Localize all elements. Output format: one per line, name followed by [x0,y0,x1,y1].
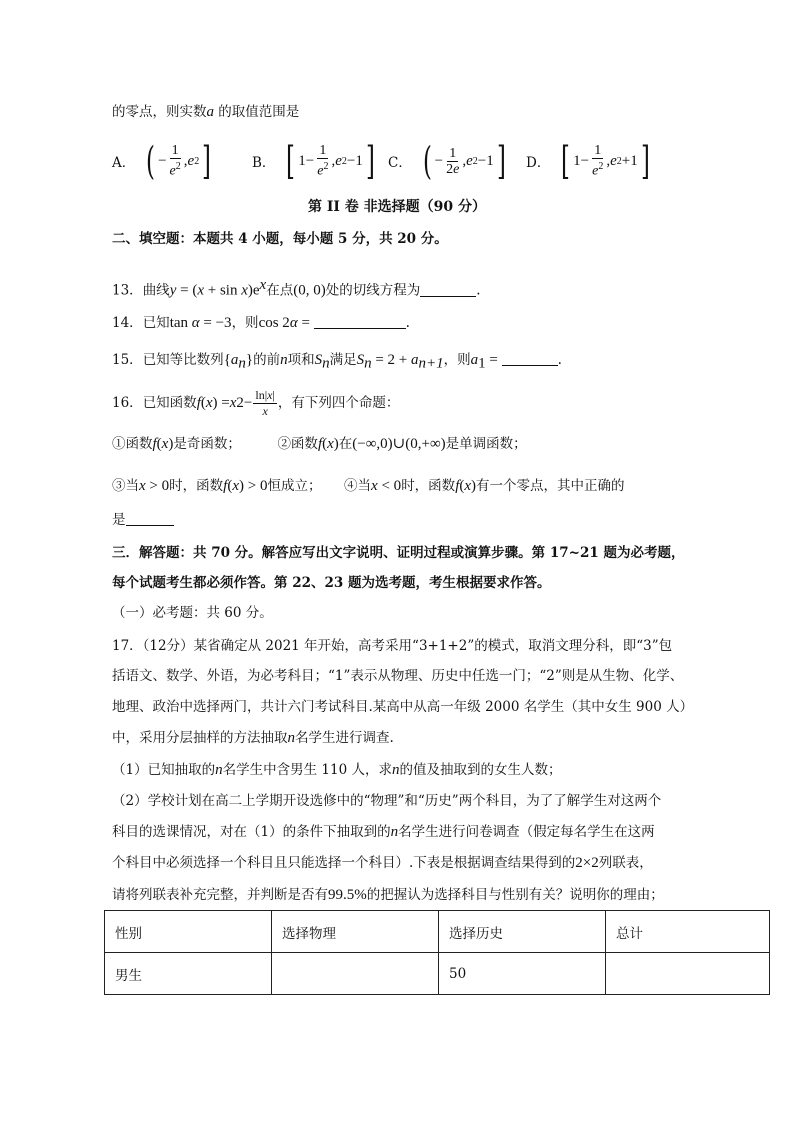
answer-blank-13[interactable] [420,282,476,297]
header-gender: 性别 [105,911,272,953]
q17-line-4: 中，采用分层抽样的方法抽取n名学生进行调查. [112,730,394,746]
option-b: B． [ 1− $\frac{1}{e^2}$ , e 2 −1 ] [252,139,375,183]
question-15: 15．已知等比数列$\{a_n\}$的前n项和$S_n$满足$S_n = 2 + a_{n+1}$，则$a_1$ = . [112,352,562,372]
fill-section-heading: 二、填空题：本题共 4 小题，每小题 5 分，共 20 分。 [112,231,448,247]
q17-line-1: 17．（12分）某省确定从 2021 年开始，高考采用“3+1+2”的模式，取消文理分科，即“3”包 [112,638,673,654]
option-a: A． ( − $\frac{1}{e^2}$ , e 2 ] [112,139,212,183]
question-continuation: 的零点，则实数a 的取值范围是 [112,104,300,120]
answer-blank-14[interactable] [314,314,406,329]
answer-blank-15[interactable] [502,351,558,366]
q17-sub2-line-3: 个科目中必须选择一个科目且只能选择一个科目）.下表是根据调查结果得到的2×2列联表， [112,855,653,871]
table-row [105,953,770,995]
part2-title: 第 II 卷 非选择题（90 分） [307,199,487,215]
q17-sub2-line-4: 请将列联表补充完整，并判断是否有99.5%的把握认为选择科目与性别有关？说明你的理由； [112,887,664,903]
table-header-row [105,911,770,953]
q16-propositions-3-4: ③当x > 0时，函数f(x) > 0恒成立； ④当x < 0时，函数f(x)有一个零点，其中正确的 [112,478,625,494]
q17-sub1: （1）已知抽取的n名学生中含男生 110 人，求n的值及抽取到的女生人数； [112,762,562,778]
option-c: C． ( − $\frac{1}{2e}$ , e 2 −1 ] [388,139,506,183]
header-physics: 选择物理 [272,911,439,953]
variable-a: a [206,104,214,120]
q16-propositions-1-2: ①函数f(x)是奇函数； ②函数f(x)在(−∞,0)∪(0,+∞)是单调函数； [112,436,527,452]
q16-end: 是 [112,510,174,530]
cell-gender: 男生 [105,953,272,995]
question-16: 16． 已知函数 f ( x ) = x 2 − $\frac{\ln|x|}{x}$ ，有下列四个命题： [112,387,400,418]
cell-total [606,953,770,995]
q17-sub2-line-2: 科目的选课情况，对在（1）的条件下抽取到的n名学生进行问卷调查（假定每名学生在这两 [112,824,655,840]
question-14: 14．已知tan α = −3，则cos 2α = . [112,315,410,331]
cell-history: 50 [439,953,606,995]
q17-sub2-line-1: （2）学校计划在高二上学期开设选修中的“物理”和“历史”两个科目，为了了解学生对这两个 [112,793,662,809]
header-history: 选择历史 [439,911,606,953]
q17-line-2: 括语文、数学、外语，为必考科目；“1”表示从物理、历史中任选一门；“2”则是从生物、化学、 [112,668,684,684]
cell-physics [272,953,439,995]
answer-blank-16[interactable] [126,511,174,526]
question-13: 13．曲线$y = (x + \sin x)e^x$在点(0, 0)处的切线方程为 . [112,277,481,299]
header-total: 总计 [606,911,770,953]
answer-section-heading-2: 每个试题考生都必须作答。第 22、23 题为选考题，考生根据要求作答。 [112,575,551,591]
q17-line-3: 地理、政治中选择两门，共计六门考试科目.某高中从高一年级 2000 名学生（其中女生 900 人） [112,699,694,715]
option-d: D． [ 1− $\frac{1}{e^2}$ , e 2 +1 ] [526,139,650,183]
required-subheading: （一）必考题：共 60 分。 [112,605,273,621]
contingency-table [104,910,770,995]
answer-section-heading-1: 三．解答题：共 70 分。解答应写出文字说明、证明过程或演算步骤。第 17~21 题为必考题， [112,545,685,561]
